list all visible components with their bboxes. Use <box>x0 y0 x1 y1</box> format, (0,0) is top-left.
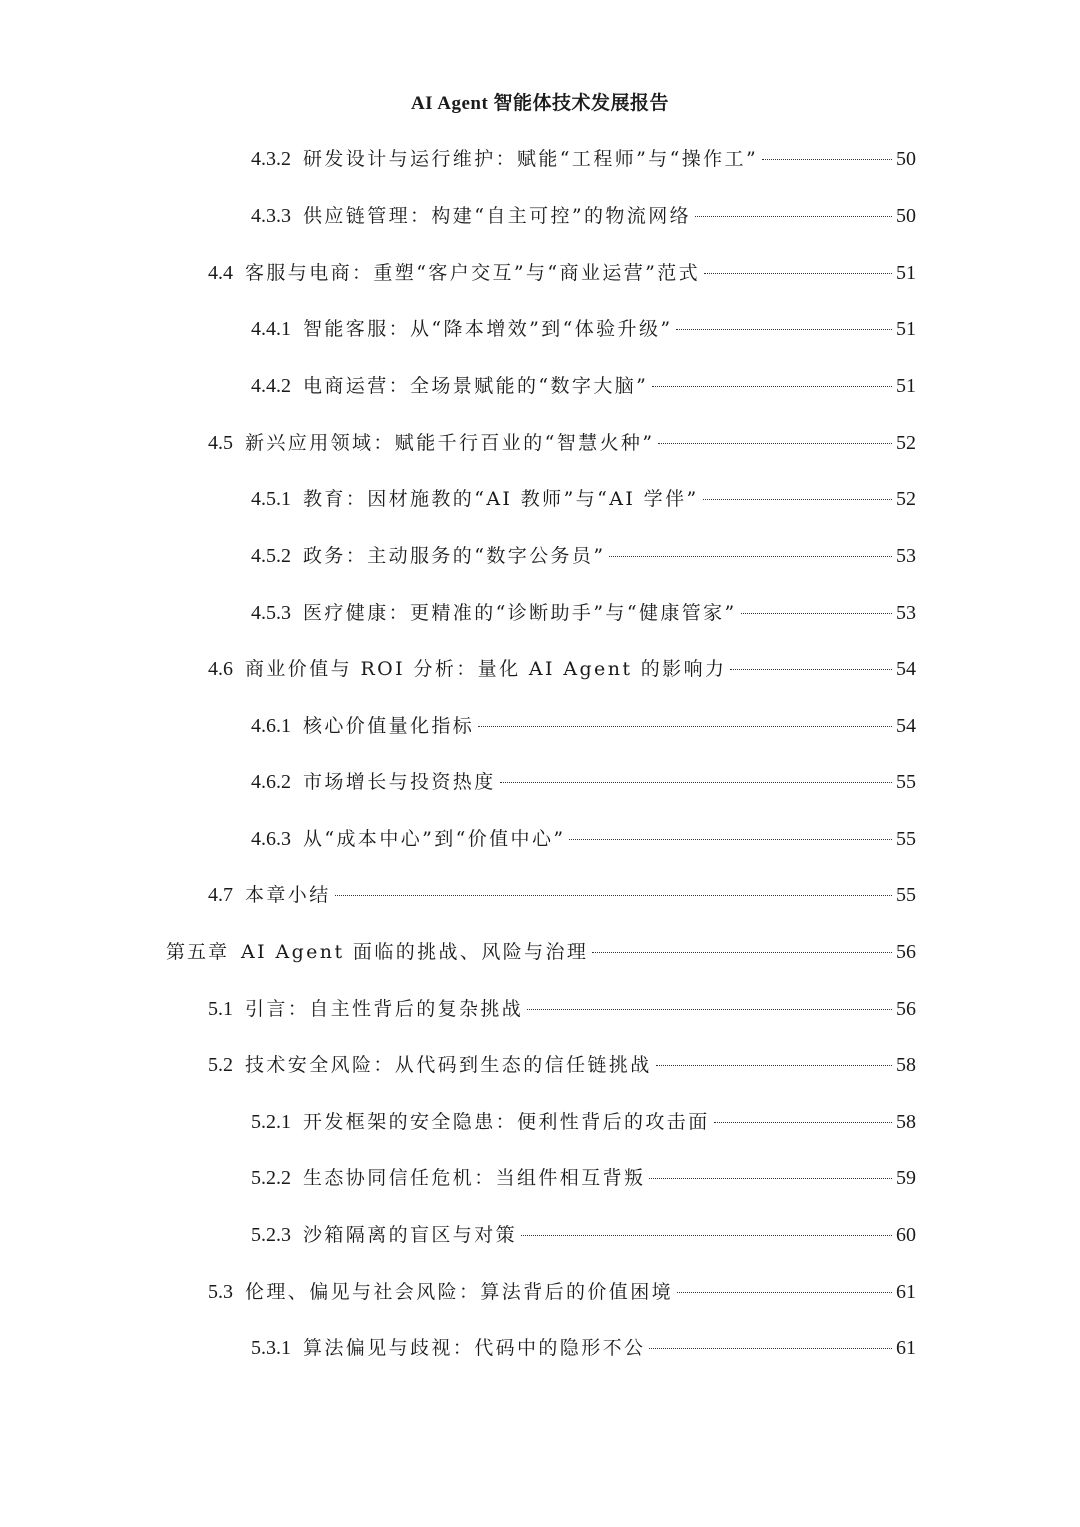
toc-dot-leader <box>714 1122 892 1123</box>
toc-entry-number: 4.6.3 <box>251 828 291 850</box>
toc-entry-title: 沙箱隔离的盲区与对策 <box>303 1224 518 1246</box>
toc-entry-number: 第五章 <box>166 941 230 963</box>
toc-entry-page: 56 <box>896 941 916 963</box>
toc-entry-4-5-1[interactable] <box>251 483 916 515</box>
toc-entry-number: 4.5 <box>208 432 233 454</box>
toc-dot-leader <box>762 159 892 160</box>
toc-entry-4-4-1[interactable] <box>251 313 916 345</box>
toc-dot-leader <box>649 1348 892 1349</box>
toc-entry-title: 算法偏见与歧视：代码中的隐形不公 <box>303 1337 646 1359</box>
toc-entry-title: 新兴应用领域：赋能千行百业的“智慧火种” <box>245 432 655 454</box>
toc-dot-leader <box>649 1178 892 1179</box>
toc-entry-title: 引言：自主性背后的复杂挑战 <box>245 998 524 1020</box>
toc-entry-page: 50 <box>896 205 916 227</box>
toc-entry-title: 客服与电商：重塑“客户交互”与“商业运营”范式 <box>245 262 701 284</box>
toc-entry-number: 4.6.2 <box>251 771 291 793</box>
toc-entry-number: 4.6.1 <box>251 715 291 737</box>
toc-entry-page: 51 <box>896 262 916 284</box>
toc-entry-number: 5.2 <box>208 1054 233 1076</box>
toc-dot-leader <box>741 613 892 614</box>
toc-entry-title: 从“成本中心”到“价值中心” <box>303 828 566 850</box>
toc-entry-4-6-3[interactable] <box>251 823 916 855</box>
toc-entry-number: 5.3.1 <box>251 1337 291 1359</box>
toc-entry-page: 51 <box>896 375 916 397</box>
page-header-title: AI Agent 智能体技术发展报告 <box>410 93 670 114</box>
toc-entry-number: 5.1 <box>208 998 233 1020</box>
toc-dot-leader <box>695 216 892 217</box>
toc-entry-title: 市场增长与投资热度 <box>303 771 496 793</box>
toc-dot-leader <box>704 273 892 274</box>
toc-entry-4-6-2[interactable] <box>251 766 916 798</box>
toc-dot-leader <box>677 1292 892 1293</box>
toc-dot-leader <box>730 669 892 670</box>
toc-entry-page: 58 <box>896 1054 916 1076</box>
toc-dot-leader <box>658 443 892 444</box>
toc-dot-leader <box>592 952 892 953</box>
toc-entry-5-2-1[interactable] <box>251 1106 916 1138</box>
toc-entry-5-2-2[interactable] <box>251 1162 916 1194</box>
toc-entry-page: 51 <box>896 318 916 340</box>
toc-entry-4-4-2[interactable] <box>251 370 916 402</box>
toc-entry-number: 5.3 <box>208 1281 233 1303</box>
toc-entry-page: 61 <box>896 1337 916 1359</box>
toc-entry-5-3[interactable] <box>208 1276 916 1308</box>
toc-entry-page: 61 <box>896 1281 916 1303</box>
toc-entry-4-4[interactable] <box>208 257 916 289</box>
toc-entry-page: 50 <box>896 148 916 170</box>
toc-entry-number: 4.3.2 <box>251 148 291 170</box>
toc-dot-leader <box>500 782 892 783</box>
toc-entry-chapter-5[interactable] <box>166 936 916 968</box>
toc-entry-page: 59 <box>896 1167 916 1189</box>
toc-entry-title: 本章小结 <box>245 884 331 906</box>
toc-entry-4-6[interactable] <box>208 653 916 685</box>
toc-dot-leader <box>527 1009 892 1010</box>
toc-entry-title: AI Agent 面临的挑战、风险与治理 <box>241 941 589 963</box>
toc-entry-4-7[interactable] <box>208 879 916 911</box>
toc-entry-page: 55 <box>896 828 916 850</box>
toc-entry-number: 4.4 <box>208 262 233 284</box>
toc-entry-page: 53 <box>896 602 916 624</box>
toc-entry-page: 52 <box>896 432 916 454</box>
toc-entry-title: 政务：主动服务的“数字公务员” <box>303 545 606 567</box>
toc-entry-4-3-2[interactable] <box>251 143 916 175</box>
toc-entry-title: 伦理、偏见与社会风险：算法背后的价值困境 <box>245 1281 674 1303</box>
toc-entry-page: 54 <box>896 658 916 680</box>
toc-entry-title: 研发设计与运行维护：赋能“工程师”与“操作工” <box>303 148 759 170</box>
toc-entry-page: 55 <box>896 771 916 793</box>
toc-entry-page: 52 <box>896 488 916 510</box>
toc-entry-title: 生态协同信任危机：当组件相互背叛 <box>303 1167 646 1189</box>
toc-entry-page: 53 <box>896 545 916 567</box>
toc-entry-5-3-1[interactable] <box>251 1332 916 1364</box>
toc-entry-title: 医疗健康：更精准的“诊断助手”与“健康管家” <box>303 602 737 624</box>
toc-entry-number: 4.5.3 <box>251 602 291 624</box>
toc-entry-4-6-1[interactable] <box>251 710 916 742</box>
toc-entry-number: 4.6 <box>208 658 233 680</box>
toc-dot-leader <box>521 1235 892 1236</box>
toc-entry-number: 5.2.1 <box>251 1111 291 1133</box>
toc-entry-title: 技术安全风险：从代码到生态的信任链挑战 <box>245 1054 652 1076</box>
toc-entry-title: 供应链管理：构建“自主可控”的物流网络 <box>303 205 692 227</box>
toc-entry-5-1[interactable] <box>208 993 916 1025</box>
toc-entry-title: 核心价值量化指标 <box>303 715 475 737</box>
toc-entry-page: 55 <box>896 884 916 906</box>
toc-entry-number: 5.2.2 <box>251 1167 291 1189</box>
toc-entry-number: 4.3.3 <box>251 205 291 227</box>
toc-entry-4-5-3[interactable] <box>251 597 916 629</box>
toc-entry-page: 58 <box>896 1111 916 1133</box>
toc-entry-page: 54 <box>896 715 916 737</box>
toc-entry-4-5-2[interactable] <box>251 540 916 572</box>
toc-entry-number: 4.4.1 <box>251 318 291 340</box>
toc-dot-leader <box>703 499 892 500</box>
toc-entry-number: 4.7 <box>208 884 233 906</box>
toc-entry-number: 4.5.1 <box>251 488 291 510</box>
toc-dot-leader <box>478 726 892 727</box>
toc-entry-title: 商业价值与 ROI 分析：量化 AI Agent 的影响力 <box>245 658 727 680</box>
toc-entry-number: 4.5.2 <box>251 545 291 567</box>
toc-dot-leader <box>609 556 892 557</box>
toc-dot-leader <box>676 329 892 330</box>
toc-dot-leader <box>569 839 892 840</box>
toc-entry-number: 4.4.2 <box>251 375 291 397</box>
toc-entry-5-2[interactable] <box>208 1049 916 1081</box>
toc-entry-5-2-3[interactable] <box>251 1219 916 1251</box>
toc-entry-4-3-3[interactable] <box>251 200 916 232</box>
toc-dot-leader <box>335 895 892 896</box>
toc-entry-page: 56 <box>896 998 916 1020</box>
toc-entry-title: 电商运营：全场景赋能的“数字大脑” <box>303 375 649 397</box>
toc-entry-number: 5.2.3 <box>251 1224 291 1246</box>
toc-entry-title: 智能客服：从“降本增效”到“体验升级” <box>303 318 673 340</box>
toc-entry-title: 开发框架的安全隐患：便利性背后的攻击面 <box>303 1111 710 1133</box>
toc-entry-4-5[interactable] <box>208 427 916 459</box>
toc-entry-page: 60 <box>896 1224 916 1246</box>
toc-dot-leader <box>656 1065 892 1066</box>
toc-entry-title: 教育：因材施教的“AI 教师”与“AI 学伴” <box>303 488 699 510</box>
toc-dot-leader <box>652 386 892 387</box>
